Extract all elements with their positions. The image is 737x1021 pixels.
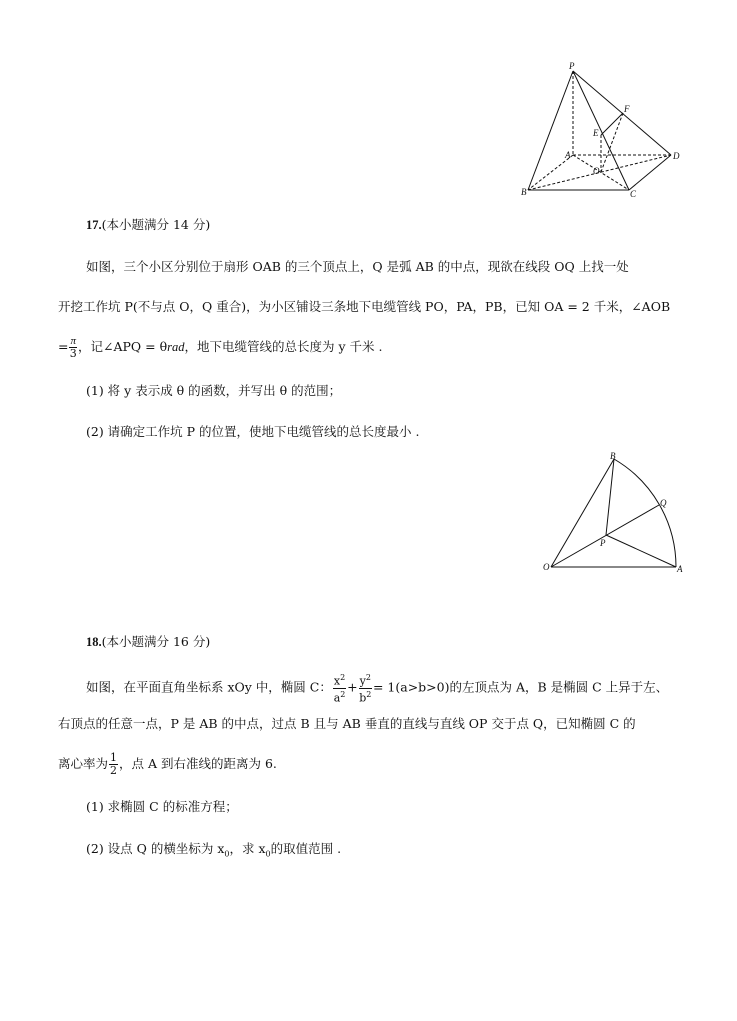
label-O: O: [543, 562, 550, 572]
exponent: 2: [366, 689, 372, 699]
problem-18-question-2: [86, 841, 341, 863]
fraction-b: b: [359, 691, 367, 705]
exponent: 2: [340, 689, 346, 699]
problem-17-number: 17.: [86, 218, 102, 232]
pi-over-3-fraction: [69, 335, 77, 360]
edge-PD: [573, 71, 671, 155]
segment-OQ: [551, 505, 659, 567]
segment-PA: [606, 535, 676, 567]
subscript: 0: [224, 849, 230, 859]
label-E: E: [593, 128, 599, 138]
problem-17-line-1: 如图，三个小区分别位于扇形 OAB 的三个顶点上，Q 是弧 AB 的中点，现欲在线段 OQ 上找一处: [86, 259, 629, 274]
angle-definition: ，记∠APQ = θ: [78, 339, 168, 354]
one-half-fraction: [109, 752, 118, 777]
problem-18-heading: [86, 632, 210, 650]
problem-17-heading: [86, 215, 210, 233]
exponent: 2: [365, 673, 371, 682]
plus-sign: +: [347, 679, 358, 695]
edge-EF: [601, 113, 623, 135]
problem-18-line-2: 右顶点的任意一点，P 是 AB 的中点，过点 B 且与 AB 垂直的直线与直线 OP 交于点 Q，已知椭圆 C 的: [58, 716, 636, 731]
directrix-text: ，点 A 到右准线的距离为 6.: [119, 756, 277, 771]
subscript: 0: [265, 849, 271, 859]
problem-18-line-3: [58, 752, 277, 777]
problem-18-points: (本小题满分 16 分): [101, 634, 211, 649]
label-F: F: [624, 104, 630, 114]
question-2-text: (2) 设点 Q 的横坐标为 x: [86, 841, 225, 856]
ellipse-intro: 如图，在平面直角坐标系 xOy 中，椭圆 C：: [86, 679, 332, 695]
label-B: B: [610, 451, 616, 461]
problem-17-points: (本小题满分 14 分): [101, 217, 211, 232]
sector-figure: [538, 448, 688, 578]
problem-18-line-1: [86, 672, 668, 704]
y-squared-over-b-squared: [359, 672, 372, 704]
x-squared-over-a-squared: [333, 672, 346, 704]
label-A: A: [677, 564, 683, 574]
rad-unit: rad: [167, 340, 185, 354]
problem-18-question-1: (1) 求椭圆 C 的标准方程；: [86, 799, 238, 814]
label-C: C: [630, 189, 637, 199]
exponent: 2: [340, 673, 346, 682]
fraction-denominator: 2: [110, 764, 118, 777]
label-A: A: [565, 150, 571, 160]
radius-OB: [551, 459, 614, 567]
fraction-a: a: [333, 691, 341, 705]
question-2-text-cont: ，求 x: [229, 841, 266, 856]
label-Q: Q: [660, 498, 667, 508]
problem-18-number: 18.: [86, 635, 102, 649]
label-P: P: [600, 538, 606, 548]
fraction-numerator: 1: [110, 751, 118, 764]
seg-FO: [601, 113, 623, 172]
problem-17-question-1: (1) 将 y 表示成 θ 的函数，并写出 θ 的范围；: [86, 383, 342, 398]
fraction-x: x: [333, 674, 341, 688]
eccentricity-text: 离心率为: [58, 756, 109, 771]
fraction-denominator: 3: [69, 347, 77, 360]
equals-sign: =: [58, 339, 69, 354]
label-D: D: [673, 151, 680, 161]
label-P: P: [569, 61, 575, 71]
edge-PB: [528, 71, 573, 190]
problem-17-line-2: 开挖工作坑 P(不与点 O，Q 重合)，为小区铺设三条地下电缆管线 PO，PA，PB，已知 OA = 2 千米，∠AOB: [58, 299, 671, 314]
problem-17-question-2: (2) 请确定工作坑 P 的位置，使地下电缆管线的总长度最小 .: [86, 424, 420, 439]
problem-17-line-3: [58, 335, 382, 360]
fraction-y: y: [359, 674, 366, 688]
ellipse-condition: = 1(a>b>0)的左顶点为 A，B 是椭圆 C 上异于左、: [372, 679, 669, 695]
total-length-text: ，地下电缆管线的总长度为 y 千米 .: [184, 339, 383, 354]
label-B: B: [521, 187, 527, 197]
question-2-text-end: 的取值范围 .: [270, 841, 342, 856]
pyramid-figure: [515, 60, 690, 202]
fraction-numerator: π: [70, 335, 76, 347]
label-O: O: [593, 166, 600, 176]
